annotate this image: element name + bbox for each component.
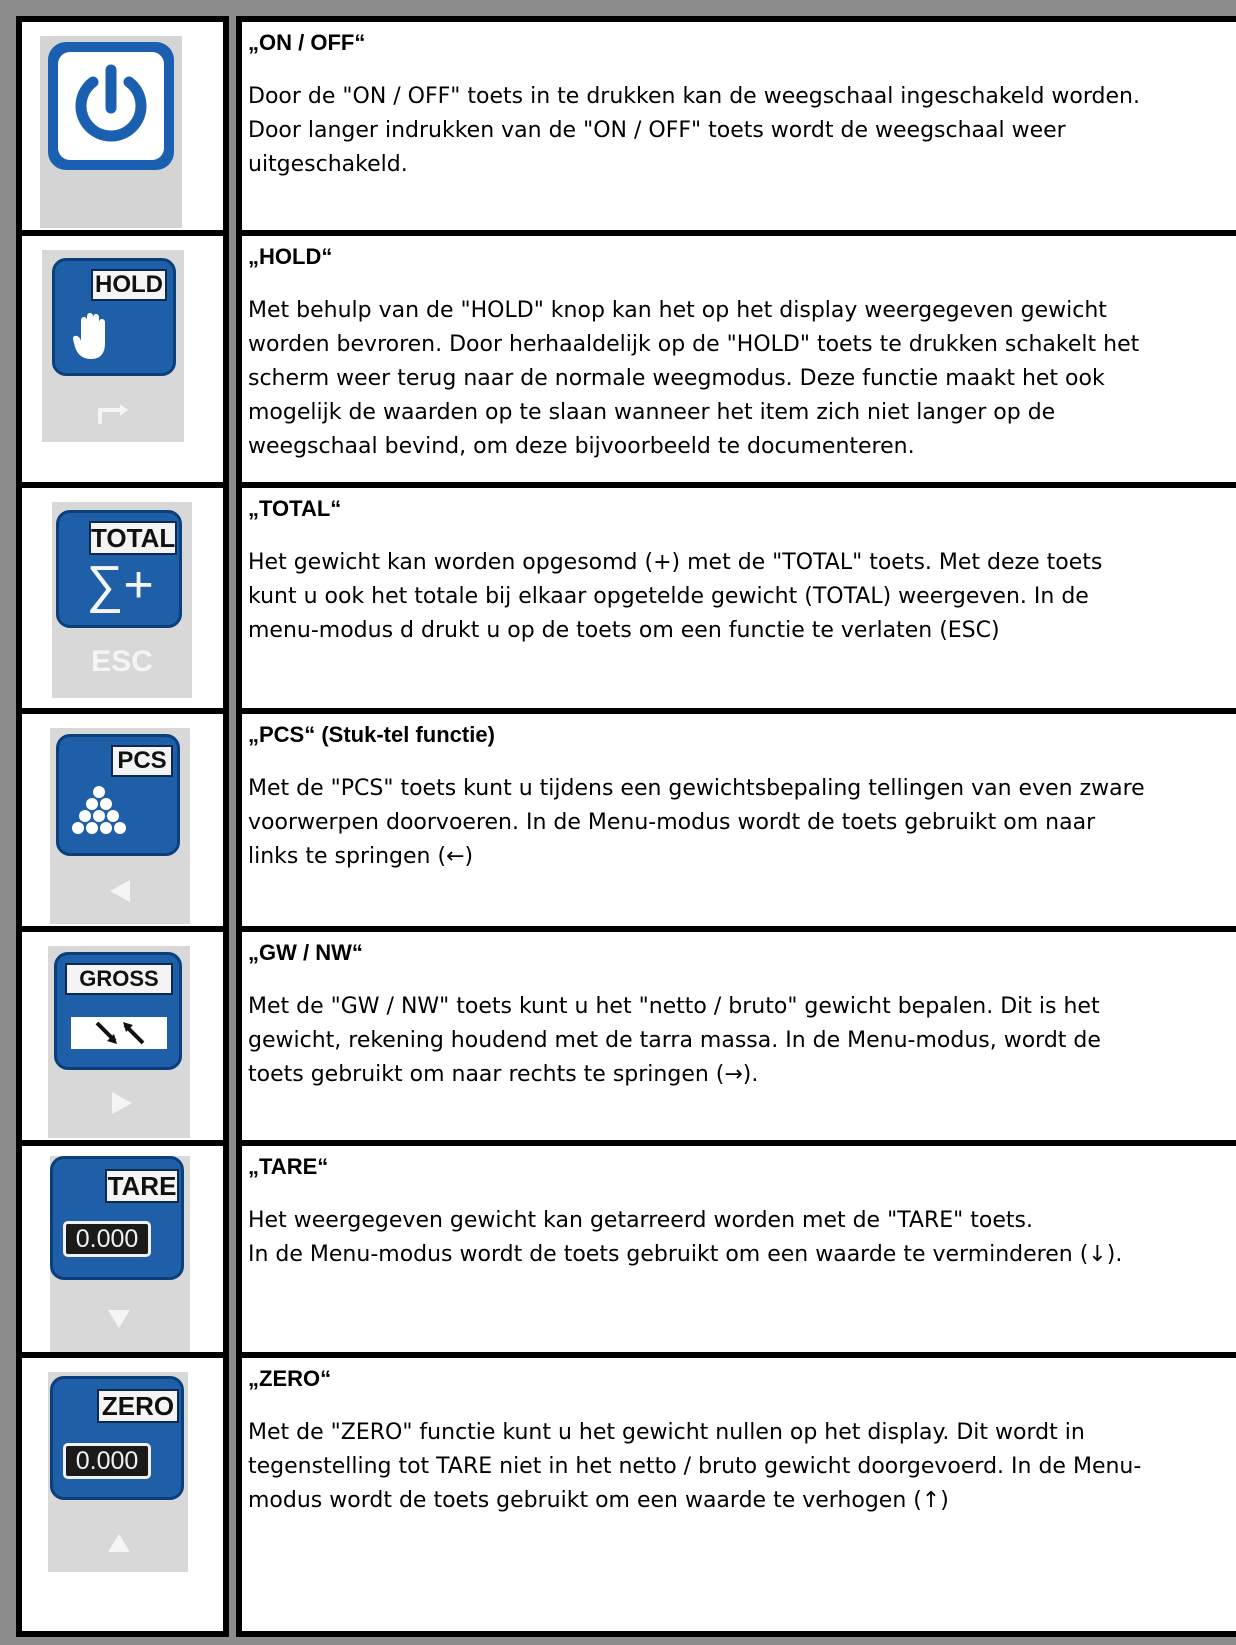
row-description: Door de "ON / OFF" toets in te drukken kan de weegschaal ingeschakeld worden. Door langer indrukken van de "ON / OFF" toets wordt de weegschaal weer uitgeschakeld.: [248, 84, 1140, 177]
hand-icon: [73, 313, 113, 366]
total-key: [52, 502, 192, 698]
table-row: [0, 230, 1236, 482]
description-cell: [236, 926, 1236, 1140]
row-description: Het gewicht kan worden opgesomd (+) met de "TOTAL" toets. Met deze toets kunt u ook het totale bij elkaar opgetelde gewicht (TOTAL) weergeven. In de menu-modus d drukt u op de toets om een functie te verlaten (ESC): [248, 550, 1103, 643]
table-row: [0, 1140, 1236, 1352]
arrow-left-icon: [108, 878, 132, 909]
row-title: „PCS“ (Stuk-tel functie): [248, 722, 495, 747]
display-readout: 0.000: [63, 1443, 151, 1479]
key-cell: [16, 482, 229, 708]
key-cell: [16, 708, 229, 926]
row-title: „HOLD“: [248, 244, 333, 269]
row-title: „TOTAL“: [248, 496, 342, 521]
on-off-key: [40, 36, 182, 228]
hold-button-face: [52, 258, 176, 376]
arrow-right-icon: [110, 1090, 134, 1121]
description-cell: [236, 708, 1236, 926]
zero-button-face: [50, 1376, 184, 1500]
key-cell: [16, 1352, 229, 1637]
key-cell: [16, 16, 229, 230]
table-row: [0, 1352, 1236, 1637]
arrow-down-icon: [106, 1308, 132, 1335]
row-description: Met behulp van de "HOLD" knop kan het op het display weergegeven gewicht worden bevroren. Door herhaaldelijk op de "HOLD" toets te drukken schakelt het scherm weer terug naar de normale weegmodus. Deze functie maakt het ook mogelijk de waarden op te slaan wanneer het item zich niet langer op de weegschaal bevind, om deze bijvoorbeeld te documenteren.: [248, 298, 1140, 459]
description-cell: [236, 1140, 1236, 1352]
row-title: „TARE“: [248, 1154, 329, 1179]
row-title: „GW / NW“: [248, 940, 363, 965]
row-description: Het weergegeven gewicht kan getarreerd worden met de "TARE" toets. In de Menu-modus wordt de toets gebruikt om een waarde te verminderen (↓).: [248, 1208, 1123, 1267]
tare-button-face: [50, 1156, 184, 1280]
key-cell: [16, 230, 229, 482]
key-label: HOLD: [91, 269, 167, 301]
description-cell: [236, 16, 1236, 230]
pcs-key: [50, 728, 190, 924]
description-cell: [236, 1352, 1236, 1637]
row-title: „ON / OFF“: [248, 30, 366, 55]
zero-key: [48, 1372, 188, 1572]
sum-plus-icon: ∑+: [86, 556, 154, 614]
key-label: ZERO: [97, 1389, 179, 1423]
arrow-right-up-icon: [96, 402, 132, 431]
total-button-face: [56, 510, 182, 628]
tare-key: [50, 1156, 190, 1352]
on-off-button-face: [48, 42, 174, 170]
row-description: Met de "PCS" toets kunt u tijdens een gewichtsbepaling tellingen van even zware voorwerpen doorvoeren. In de Menu-modus wordt de toets gebruikt om naar links te springen (←): [248, 776, 1145, 869]
table-row: [0, 482, 1236, 708]
gross-key: [48, 946, 190, 1138]
power-icon: [58, 52, 164, 160]
arrow-up-icon: [106, 1532, 132, 1559]
key-cell: [16, 1140, 229, 1352]
table-row: [0, 926, 1236, 1140]
key-sublabel: ESC: [91, 645, 153, 678]
key-label: PCS: [111, 745, 173, 777]
key-label: TOTAL: [91, 523, 176, 553]
description-cell: [236, 230, 1236, 482]
pyramid-icon: [69, 785, 129, 850]
row-description: Met de "GW / NW" toets kunt u het "netto / bruto" gewicht bepalen. Dit is het gewicht, rekening houdend met de tarra massa. In de Menu-modus, wordt de toets gebruikt om naar rechts te springen (→).: [248, 994, 1101, 1087]
key-label: TARE: [105, 1169, 179, 1203]
key-label: GROSS: [65, 963, 173, 995]
arrows-icon: [71, 1017, 167, 1049]
gross-button-face: [54, 952, 182, 1070]
row-description: Met de "ZERO" functie kunt u het gewicht nullen op het display. Dit wordt in tegenstelling tot TARE niet in het netto / bruto gewicht doorgevoerd. In de Menu- modus wordt de toets gebruikt om een waarde te verhogen (↑): [248, 1420, 1142, 1513]
hold-key: [42, 250, 184, 442]
table-row: [0, 708, 1236, 926]
display-readout: 0.000: [63, 1221, 151, 1257]
key-cell: [16, 926, 229, 1140]
description-cell: [236, 482, 1236, 708]
table-row: [0, 8, 1236, 230]
row-title: „ZERO“: [248, 1366, 332, 1391]
pcs-button-face: [56, 734, 180, 856]
